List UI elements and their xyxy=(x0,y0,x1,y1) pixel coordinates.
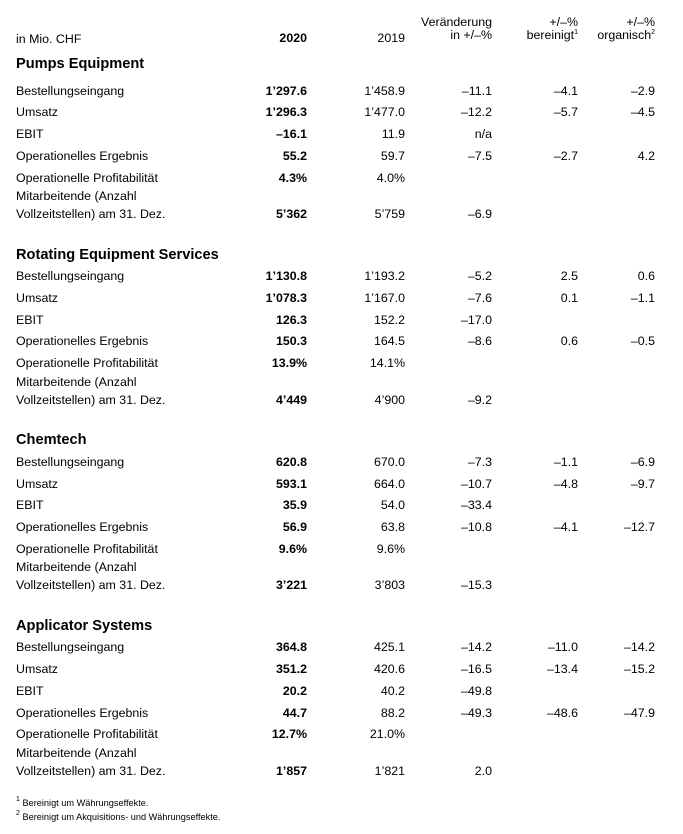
row-label: Operationelles Ergebnis xyxy=(16,520,149,534)
value-2020: 44.7 xyxy=(282,706,307,720)
value-adjusted: 0.1 xyxy=(560,291,578,305)
row-label: Vollzeitstellen) am 31. Dez. xyxy=(16,207,166,221)
value-2020: 593.1 xyxy=(275,477,307,491)
header-adjusted-line2: bereinigt xyxy=(526,28,575,42)
value-organic: –12.7 xyxy=(623,520,655,534)
value-2019: 63.8 xyxy=(380,520,405,534)
row-label: Operationelles Ergebnis xyxy=(16,706,149,720)
row-label: Operationelle Profitabilität xyxy=(16,171,158,185)
value-2020: 150.3 xyxy=(275,334,307,348)
value-2020: 1’078.3 xyxy=(265,291,307,305)
row-label: Umsatz xyxy=(16,105,58,119)
header-organic xyxy=(597,16,655,42)
value-adjusted: –5.7 xyxy=(553,105,578,119)
value-change: –7.3 xyxy=(467,455,492,469)
value-change: –5.2 xyxy=(467,269,492,283)
value-change: –49.8 xyxy=(460,684,492,698)
row-label: EBIT xyxy=(16,684,44,698)
value-2020: 1’857 xyxy=(275,764,307,778)
row-label: Operationelle Profitabilität xyxy=(16,356,158,370)
value-2020: 1’297.6 xyxy=(265,84,307,98)
value-2019: 1’458.9 xyxy=(364,84,405,98)
value-organic: 4.2 xyxy=(637,149,655,163)
value-2019: 1’167.0 xyxy=(364,291,405,305)
section-title: Rotating Equipment Services xyxy=(16,247,219,263)
value-change: –16.5 xyxy=(460,662,492,676)
row-label: Bestellungseingang xyxy=(16,269,125,283)
value-adjusted: –48.6 xyxy=(546,706,578,720)
row-label: EBIT xyxy=(16,498,44,512)
row-label: Operationelle Profitabilität xyxy=(16,542,158,556)
value-2019: 425.1 xyxy=(373,640,405,654)
row-label: Vollzeitstellen) am 31. Dez. xyxy=(16,578,166,592)
header-2020: 2020 xyxy=(279,31,307,45)
value-2019: 664.0 xyxy=(373,477,405,491)
row-label: Operationelles Ergebnis xyxy=(16,149,149,163)
row-label: EBIT xyxy=(16,313,44,327)
header-organic-line1: +/–% xyxy=(626,15,655,29)
value-adjusted: –11.0 xyxy=(547,640,578,654)
value-2019: 1’477.0 xyxy=(364,105,405,119)
value-2019: 5’759 xyxy=(374,207,405,221)
value-2020: 4’449 xyxy=(275,393,307,407)
value-organic: 0.6 xyxy=(637,269,655,283)
value-organic: –0.5 xyxy=(630,334,655,348)
section-title: Pumps Equipment xyxy=(16,56,145,72)
value-2020: 13.9% xyxy=(271,356,307,370)
value-change: –11.1 xyxy=(461,84,492,98)
header-2019: 2019 xyxy=(377,31,405,45)
value-adjusted: 0.6 xyxy=(560,334,578,348)
value-organic: –9.7 xyxy=(630,477,655,491)
value-2019: 1’821 xyxy=(374,764,405,778)
footnote-mark: 1 xyxy=(16,796,20,803)
value-2020: 12.7% xyxy=(271,727,307,741)
value-adjusted: –4.1 xyxy=(553,520,578,534)
footnote-ref-2: 2 xyxy=(651,29,655,36)
value-2020: 4.3% xyxy=(278,171,307,185)
value-adjusted: –2.7 xyxy=(553,149,578,163)
row-label: Umsatz xyxy=(16,291,58,305)
section-title: Applicator Systems xyxy=(16,618,153,634)
value-adjusted: –1.1 xyxy=(553,455,578,469)
row-label: Operationelles Ergebnis xyxy=(16,334,149,348)
row-label: Vollzeitstellen) am 31. Dez. xyxy=(16,393,166,407)
value-2020: 351.2 xyxy=(275,662,307,676)
row-label: Umsatz xyxy=(16,662,58,676)
value-2020: 1’130.8 xyxy=(265,269,307,283)
header-adjusted-line1: +/–% xyxy=(549,15,578,29)
row-label: Bestellungseingang xyxy=(16,84,125,98)
value-2019: 164.5 xyxy=(373,334,405,348)
value-change: –33.4 xyxy=(460,498,492,512)
value-change: –14.2 xyxy=(460,640,492,654)
value-adjusted: –4.1 xyxy=(553,84,578,98)
value-adjusted: –4.8 xyxy=(553,477,578,491)
value-change: –10.7 xyxy=(460,477,492,491)
value-2020: 364.8 xyxy=(275,640,307,654)
value-change: –12.2 xyxy=(460,105,492,119)
value-change: n/a xyxy=(474,127,492,141)
value-change: 2.0 xyxy=(474,764,492,778)
value-2019: 40.2 xyxy=(380,684,405,698)
footnote-ref-1: 1 xyxy=(574,29,578,36)
value-2020: 35.9 xyxy=(282,498,307,512)
footnote-mark: 2 xyxy=(16,810,20,817)
value-2019: 88.2 xyxy=(380,706,405,720)
value-2020: 126.3 xyxy=(275,313,307,327)
row-label: Mitarbeitende (Anzahl xyxy=(16,375,137,389)
value-organic: –4.5 xyxy=(630,105,655,119)
value-change: –15.3 xyxy=(460,578,492,592)
header-change xyxy=(421,16,492,42)
value-change: –7.6 xyxy=(467,291,492,305)
value-2020: 55.2 xyxy=(282,149,307,163)
value-2020: 620.8 xyxy=(275,455,307,469)
value-organic: –14.2 xyxy=(623,640,655,654)
row-label: Bestellungseingang xyxy=(16,640,125,654)
value-2020: –16.1 xyxy=(275,127,307,141)
value-2019: 3’803 xyxy=(374,578,405,592)
value-change: –17.0 xyxy=(460,313,492,327)
value-organic: –2.9 xyxy=(630,84,655,98)
value-change: –9.2 xyxy=(467,393,492,407)
row-label: Vollzeitstellen) am 31. Dez. xyxy=(16,764,166,778)
value-organic: –47.9 xyxy=(623,706,655,720)
value-2020: 5’362 xyxy=(275,207,307,221)
value-2019: 21.0% xyxy=(369,727,405,741)
header-adjusted xyxy=(527,16,578,42)
footnote-text: Bereinigt um Akquisitions- und Währungseffekte. xyxy=(22,812,221,822)
header-organic-line2: organisch xyxy=(597,28,652,42)
value-adjusted: 2.5 xyxy=(560,269,578,283)
value-2019: 4’900 xyxy=(374,393,405,407)
value-organic: –15.2 xyxy=(623,662,655,676)
value-2019: 14.1% xyxy=(369,356,405,370)
value-2019: 4.0% xyxy=(376,171,405,185)
value-change: –49.3 xyxy=(460,706,492,720)
row-label: Operationelle Profitabilität xyxy=(16,727,158,741)
value-2019: 9.6% xyxy=(376,542,405,556)
value-2020: 56.9 xyxy=(282,520,307,534)
value-2020: 1’296.3 xyxy=(265,105,307,119)
value-2020: 3’221 xyxy=(275,578,307,592)
value-change: –8.6 xyxy=(467,334,492,348)
unit-label: in Mio. CHF xyxy=(16,32,82,46)
row-label: Bestellungseingang xyxy=(16,455,125,469)
row-label: Mitarbeitende (Anzahl xyxy=(16,746,137,760)
value-2019: 420.6 xyxy=(373,662,405,676)
section-title: Chemtech xyxy=(16,432,87,448)
row-label: Mitarbeitende (Anzahl xyxy=(16,189,137,203)
value-2020: 20.2 xyxy=(282,684,307,698)
row-label: EBIT xyxy=(16,127,44,141)
header-change-line2: in +/–% xyxy=(450,28,492,42)
value-organic: –1.1 xyxy=(630,291,655,305)
value-change: –10.8 xyxy=(460,520,492,534)
row-label: Umsatz xyxy=(16,477,58,491)
value-change: –6.9 xyxy=(467,207,492,221)
value-organic: –6.9 xyxy=(630,455,655,469)
footnote-2 xyxy=(16,812,220,822)
header-change-line1: Veränderung xyxy=(421,15,492,29)
value-2020: 9.6% xyxy=(278,542,307,556)
value-2019: 11.9 xyxy=(381,127,405,141)
value-2019: 1’193.2 xyxy=(364,269,405,283)
footnote-text: Bereinigt um Währungseffekte. xyxy=(22,798,149,808)
footnote-1 xyxy=(16,798,148,808)
value-change: –7.5 xyxy=(467,149,492,163)
value-2019: 670.0 xyxy=(373,455,405,469)
row-label: Mitarbeitende (Anzahl xyxy=(16,560,137,574)
value-2019: 59.7 xyxy=(380,149,405,163)
value-2019: 152.2 xyxy=(373,313,405,327)
value-2019: 54.0 xyxy=(380,498,405,512)
value-adjusted: –13.4 xyxy=(546,662,578,676)
